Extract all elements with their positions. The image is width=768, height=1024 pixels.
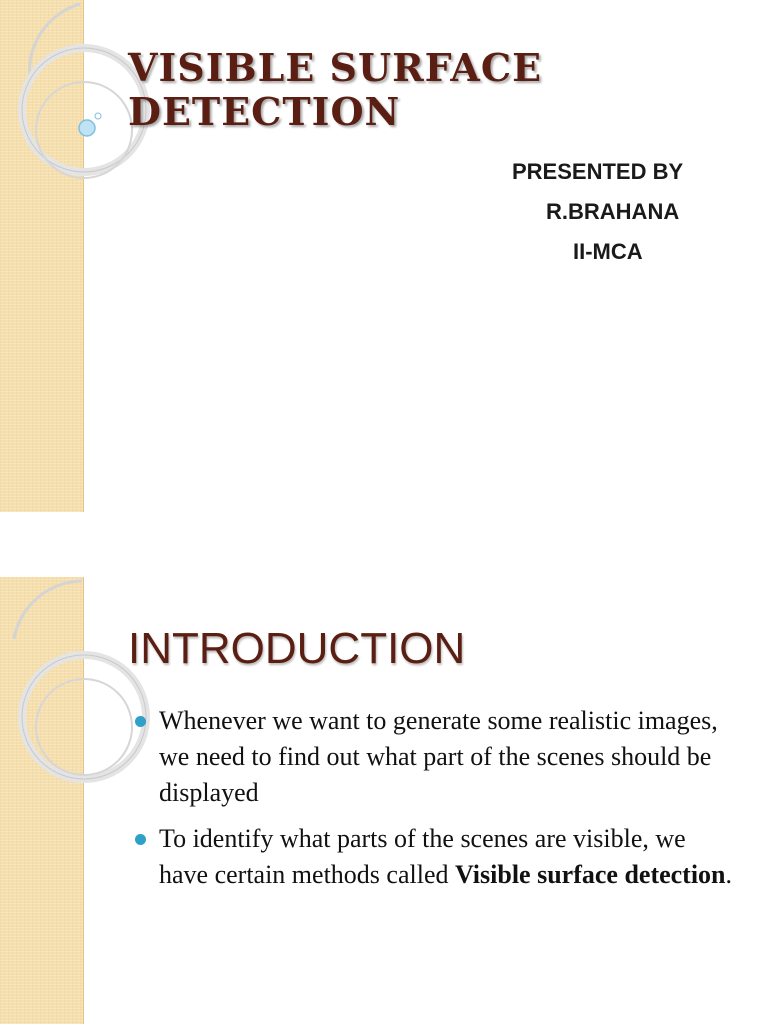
bubble-icon [79, 120, 95, 136]
bullet-icon [135, 834, 146, 845]
intro-heading: INTRODUCTION [128, 624, 466, 673]
presented-by-label: PRESENTED BY [512, 159, 684, 184]
list-item [135, 821, 735, 893]
list-item [135, 703, 735, 811]
bullet-text-bold: Visible surface detection [454, 860, 726, 889]
title-line-2: DETECTION [128, 89, 401, 134]
bullet-text-suffix: . [725, 860, 733, 889]
slide-gap [0, 560, 768, 577]
introduction-slide [0, 577, 768, 1024]
title-line-1: VISIBLE SURFACE [128, 45, 543, 90]
bullet-text: Whenever we want to generate some realistic images, we need to find out what part of the scenes should be displayed [159, 706, 718, 807]
bullet-icon [135, 716, 146, 727]
presenter-name: R.BRAHANA [546, 199, 680, 224]
bullet-text-prefix: To identify what parts of the scenes are visible, we have certain methods called [159, 824, 686, 889]
bullet-list [135, 703, 735, 903]
presenter-class: II-MCA [573, 239, 643, 264]
slide-title [128, 46, 728, 134]
